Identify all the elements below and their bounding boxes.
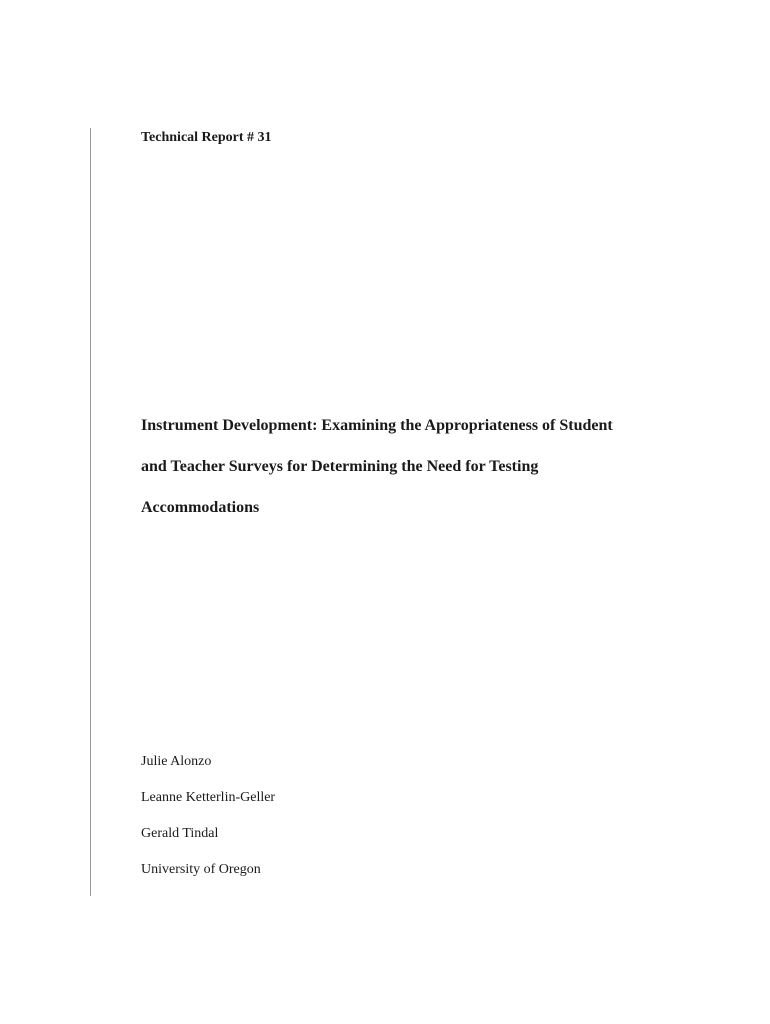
title-line: Instrument Development: Examining the Appropriateness of Student (141, 417, 613, 434)
report-title (141, 414, 701, 537)
margin-rule (90, 128, 91, 896)
author-name: Gerald Tindal (141, 826, 219, 841)
author-name: Leanne Ketterlin-Geller (141, 790, 276, 805)
report-number: Technical Report # 31 (141, 130, 272, 145)
title-line: Accommodations (141, 499, 260, 516)
affiliation: University of Oregon (141, 862, 261, 877)
title-line: and Teacher Surveys for Determining the Need for Testing (141, 458, 539, 475)
author-name: Julie Alonzo (141, 754, 212, 769)
author-list (141, 753, 275, 897)
